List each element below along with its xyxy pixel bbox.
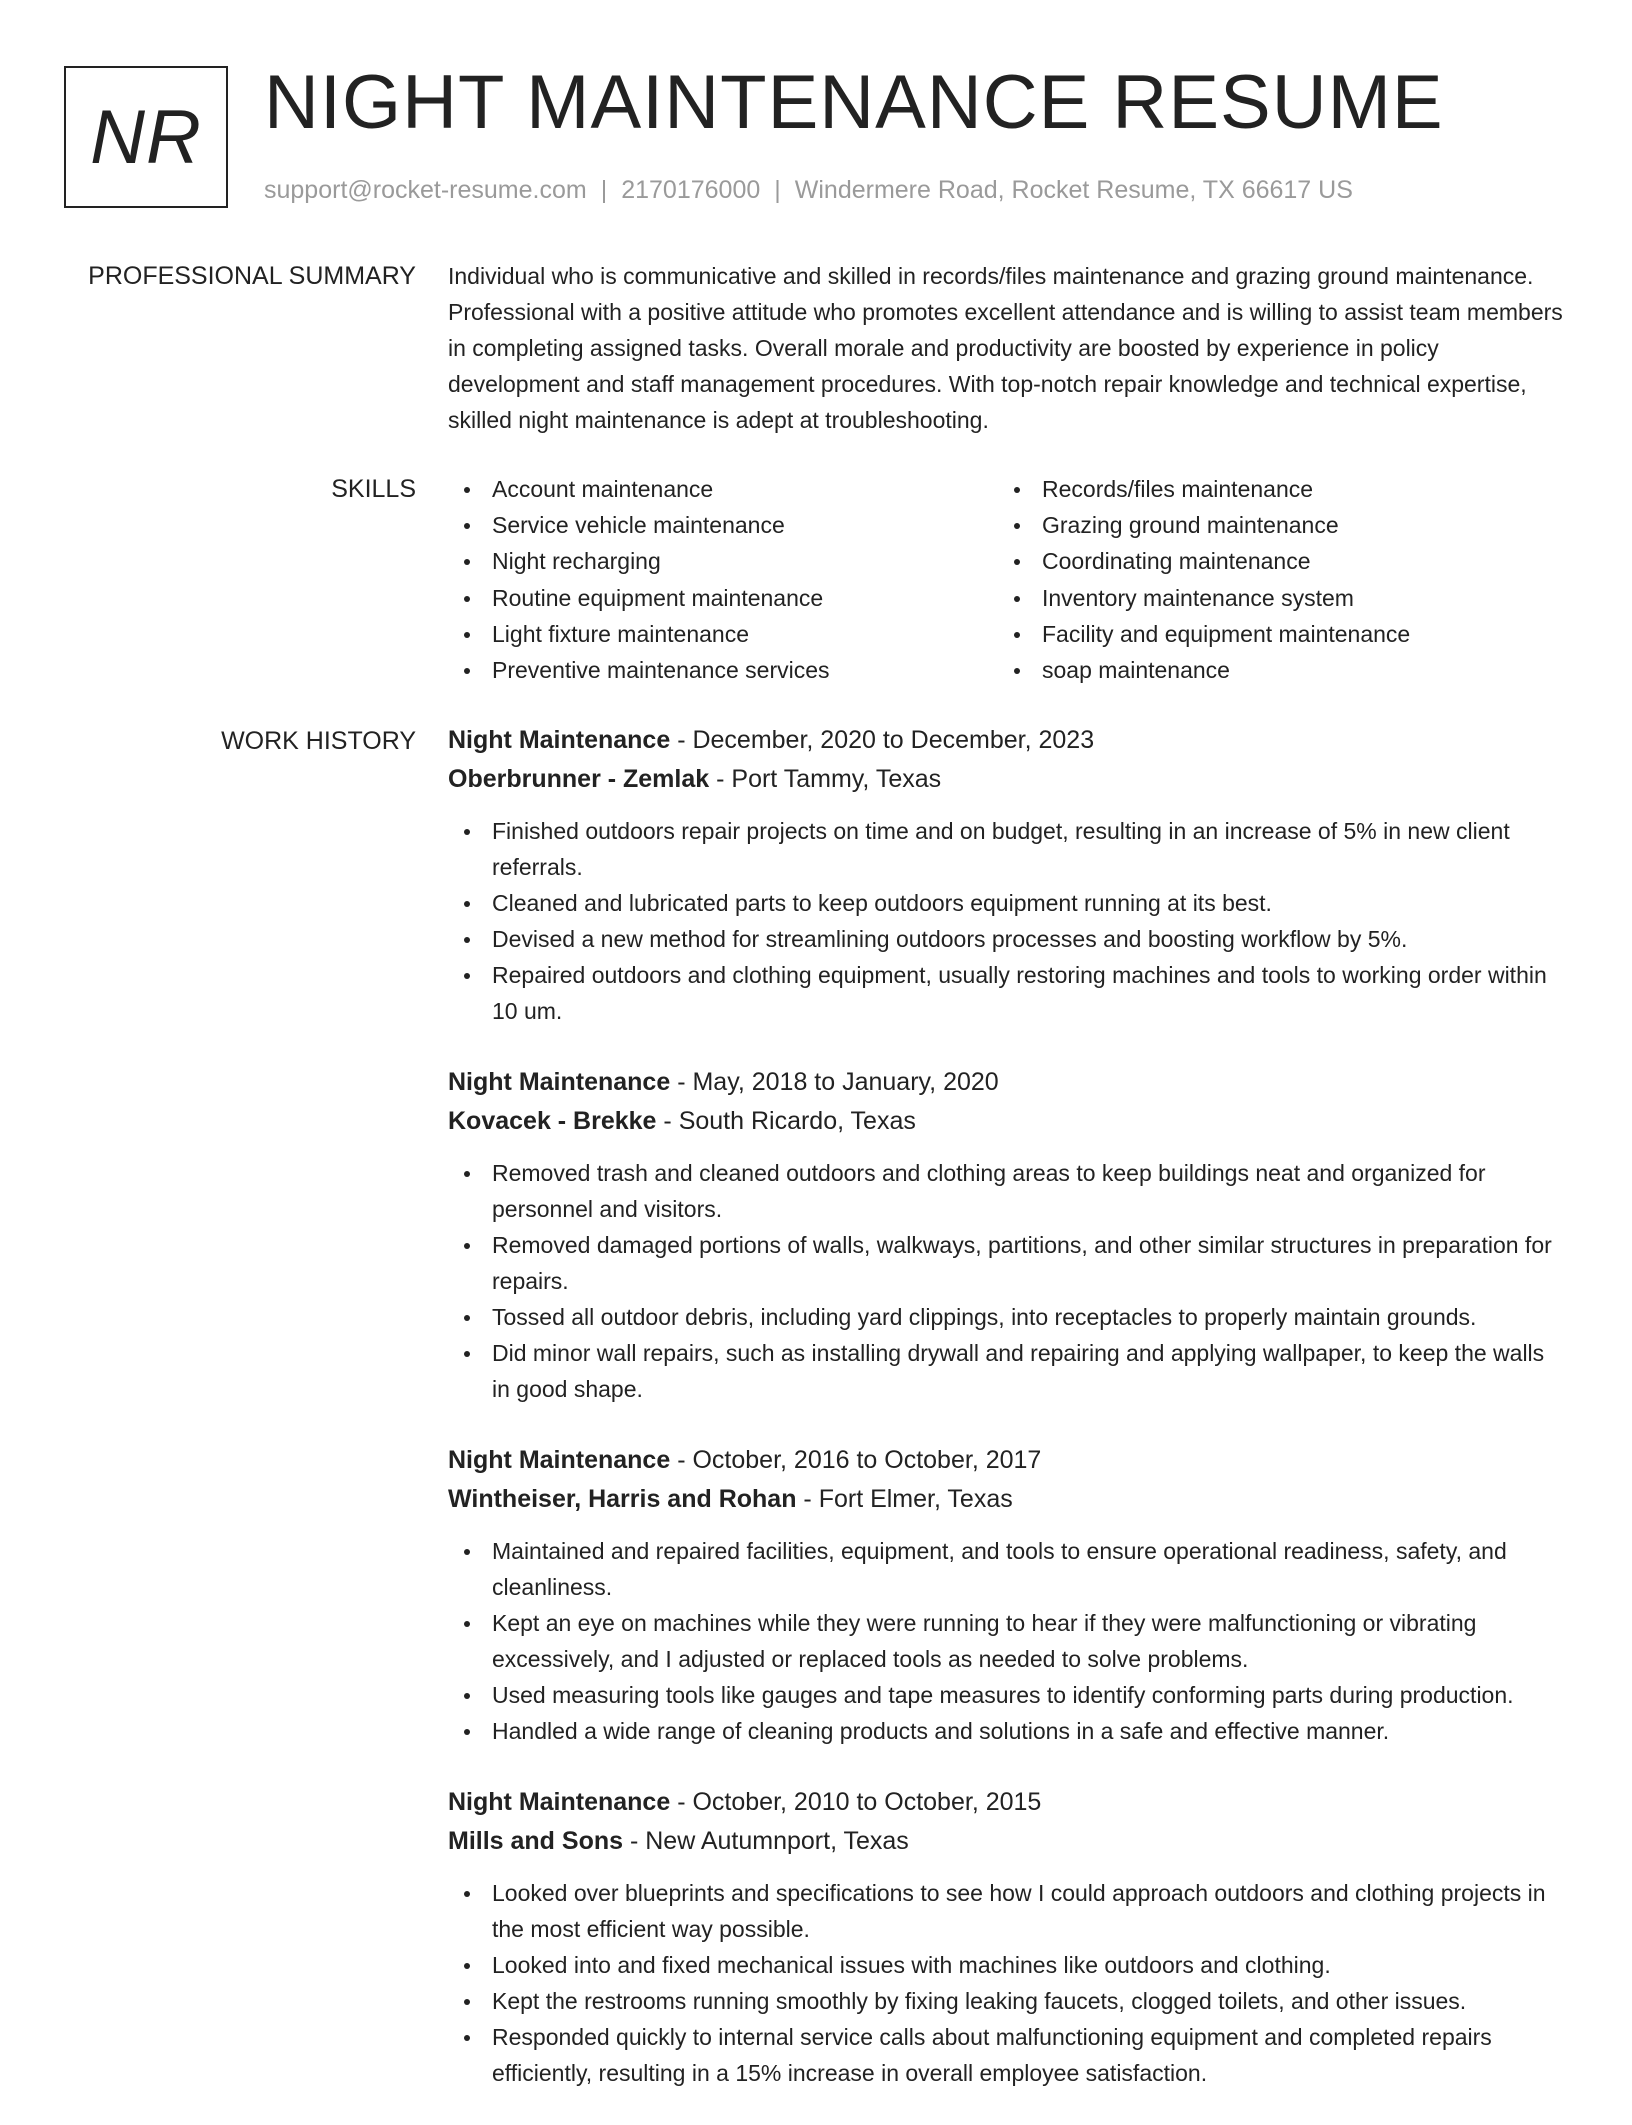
job-company-line: Kovacek - Brekke - South Ricardo, Texas [448, 1107, 916, 1135]
job-title: Night Maintenance [448, 1068, 671, 1096]
job-location: South Ricardo, Texas [678, 1107, 916, 1135]
job-bullet: Cleaned and lubricated parts to keep outdoors equipment running at its best. [448, 885, 1568, 921]
skill-item: Coordinating maintenance [998, 543, 1548, 579]
section-heading-summary: PROFESSIONAL SUMMARY [88, 262, 416, 290]
job-location: New Autumnport, Texas [645, 1827, 909, 1855]
summary-body [448, 258, 1568, 438]
skill-item: Light fixture maintenance [448, 616, 998, 652]
page-title: NIGHT MAINTENANCE RESUME [264, 60, 1444, 145]
job-entry [448, 1441, 1568, 1749]
resume-header [0, 0, 1632, 230]
job-company: Kovacek - Brekke [448, 1107, 657, 1135]
job-bullet: Devised a new method for streamlining outdoors processes and boosting workflow by 5%. [448, 921, 1568, 957]
job-bullet: Tossed all outdoor debris, including yard clippings, into receptacles to properly maintain grounds. [448, 1299, 1568, 1335]
job-company-line: Wintheiser, Harris and Rohan - Fort Elmer, Texas [448, 1485, 1013, 1513]
job-bullet: Maintained and repaired facilities, equipment, and tools to ensure operational readiness, safety, and cleanliness. [448, 1533, 1568, 1605]
job-bullets [448, 1155, 1568, 1407]
job-company-line: Oberbrunner - Zemlak - Port Tammy, Texas [448, 765, 942, 793]
job-company: Wintheiser, Harris and Rohan [448, 1485, 797, 1513]
section-heading-skills: SKILLS [331, 475, 416, 503]
contact-separator: | [774, 176, 781, 204]
summary-paragraph: Individual who is communicative and skilled in records/files maintenance and grazing ground maintenance. Professional with a positive attitude who promotes excellent attendance and is willing to assist team members in completing assigned tasks. Overall morale and productivity are boosted by experience in policy development and staff management procedures. With top-notch repair knowledge and technical expertise, skilled night maintenance is adept at troubleshooting. [448, 263, 1563, 433]
job-bullet: Kept an eye on machines while they were running to hear if they were malfunctioning or vibrating excessively, and I adjusted or replaced tools as needed to solve problems. [448, 1605, 1568, 1677]
job-entry [448, 1063, 1568, 1407]
job-location: Fort Elmer, Texas [818, 1485, 1013, 1513]
job-bullet: Repaired outdoors and clothing equipment, usually restoring machines and tools to working order within 10 um. [448, 957, 1568, 1029]
contact-separator: | [600, 176, 608, 204]
skills-body [448, 471, 1568, 688]
skill-item: Facility and equipment maintenance [998, 616, 1548, 652]
job-company: Mills and Sons [448, 1827, 624, 1855]
contact-email: support@rocket-resume.com [264, 176, 587, 204]
skill-item: Preventive maintenance services [448, 652, 998, 688]
job-bullets [448, 1875, 1568, 2091]
skill-item: Night recharging [448, 543, 998, 579]
job-title: Night Maintenance [448, 1788, 671, 1816]
skills-list-right [998, 471, 1548, 688]
job-bullet: Removed damaged portions of walls, walkways, partitions, and other similar structures in preparation for repairs. [448, 1227, 1568, 1299]
job-bullets [448, 813, 1568, 1029]
contact-phone: 2170176000 [621, 176, 761, 204]
skill-item: Service vehicle maintenance [448, 507, 998, 543]
job-bullet: Used measuring tools like gauges and tape measures to identify conforming parts during production. [448, 1677, 1568, 1713]
job-bullet: Finished outdoors repair projects on time and on budget, resulting in an increase of 5% in new client referrals. [448, 813, 1568, 885]
job-entry [448, 721, 1568, 1029]
job-dates: October, 2010 to October, 2015 [692, 1788, 1042, 1816]
job-title-line: Night Maintenance - October, 2016 to October, 2017 [448, 1446, 1042, 1474]
contact-address: Windermere Road, Rocket Resume, TX 66617 US [794, 176, 1353, 204]
job-bullet: Removed trash and cleaned outdoors and clothing areas to keep buildings neat and organized for personnel and visitors. [448, 1155, 1568, 1227]
job-bullet: Responded quickly to internal service calls about malfunctioning equipment and completed repairs efficiently, resulting in a 15% increase in overall employee satisfaction. [448, 2019, 1568, 2091]
skill-item: Records/files maintenance [998, 471, 1548, 507]
job-company: Oberbrunner - Zemlak [448, 765, 710, 793]
job-company-line: Mills and Sons - New Autumnport, Texas [448, 1827, 909, 1855]
skill-item: soap maintenance [998, 652, 1548, 688]
job-title-line: Night Maintenance - October, 2010 to October, 2015 [448, 1788, 1042, 1816]
job-bullet: Handled a wide range of cleaning products and solutions in a safe and effective manner. [448, 1713, 1568, 1749]
job-bullets [448, 1533, 1568, 1749]
section-heading-work-history: WORK HISTORY [221, 727, 416, 755]
job-bullet: Did minor wall repairs, such as installing drywall and repairing and applying wallpaper, to keep the walls in good shape. [448, 1335, 1568, 1407]
job-bullet: Kept the restrooms running smoothly by fixing leaking faucets, clogged toilets, and other issues. [448, 1983, 1568, 2019]
job-title-line: Night Maintenance - December, 2020 to December, 2023 [448, 726, 1095, 754]
skill-item: Inventory maintenance system [998, 580, 1548, 616]
monogram-badge: NR [64, 66, 228, 208]
skill-item: Routine equipment maintenance [448, 580, 998, 616]
job-bullet: Looked over blueprints and specifications to see how I could approach outdoors and clothing projects in the most efficient way possible. [448, 1875, 1568, 1947]
job-title: Night Maintenance [448, 726, 671, 754]
job-title: Night Maintenance [448, 1446, 671, 1474]
contact-line [264, 174, 1353, 206]
job-dates: October, 2016 to October, 2017 [692, 1446, 1042, 1474]
job-entry [448, 1783, 1568, 2091]
job-location: Port Tammy, Texas [731, 765, 942, 793]
skill-item: Grazing ground maintenance [998, 507, 1548, 543]
work-history-body [448, 721, 1568, 2125]
job-dates: May, 2018 to January, 2020 [692, 1068, 999, 1096]
job-dates: December, 2020 to December, 2023 [692, 726, 1095, 754]
job-bullet: Looked into and fixed mechanical issues with machines like outdoors and clothing. [448, 1947, 1568, 1983]
skill-item: Account maintenance [448, 471, 998, 507]
job-title-line: Night Maintenance - May, 2018 to January, 2020 [448, 1068, 999, 1096]
skills-list-left [448, 471, 998, 688]
